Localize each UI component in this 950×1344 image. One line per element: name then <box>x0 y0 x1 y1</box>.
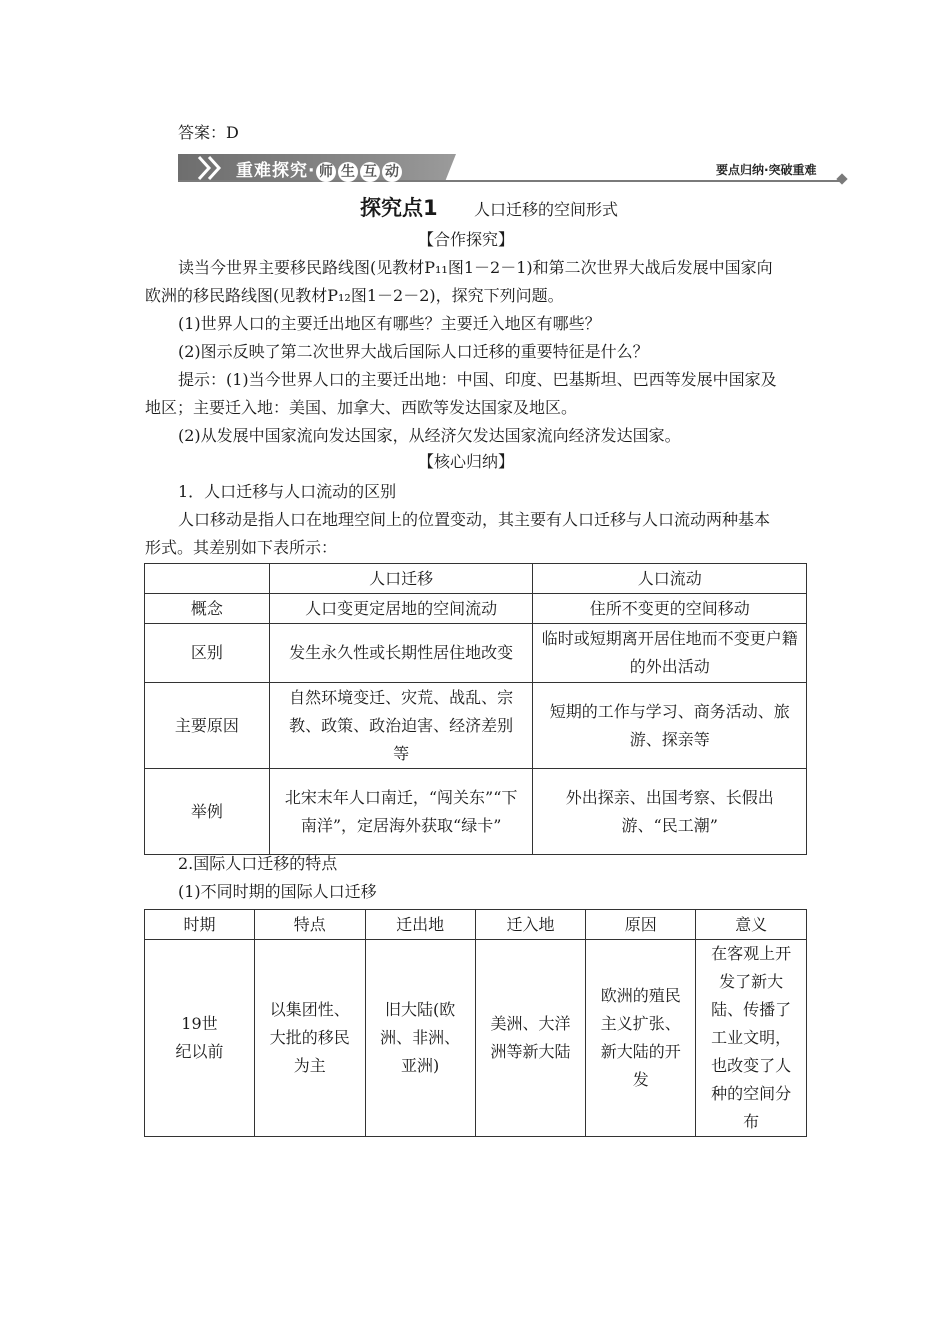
table-header-row <box>145 910 807 940</box>
table-row <box>145 769 807 855</box>
table-header-cell: 迁出地 <box>365 910 475 940</box>
table-header-cell: 原因 <box>586 910 696 940</box>
table-cell: 短期的工作与学习、商务活动、旅游、探亲等 <box>533 683 807 769</box>
answer-text: 答案：D <box>178 123 239 142</box>
question-2: (2)图示反映了第二次世界大战后国际人口迁移的重要特征是什么？ <box>178 342 649 361</box>
banner-char: 师 <box>316 162 336 182</box>
table-cell: 美洲、大洋洲等新大陆 <box>475 940 586 1137</box>
table-cell: 住所不变更的空间移动 <box>533 594 807 624</box>
table-cell: 主要原因 <box>145 683 270 769</box>
table-cell: 临时或短期离开居住地而不变更户籍的外出活动 <box>533 624 807 683</box>
banner-right-tag: 要点归纳·突破重难 <box>716 163 817 177</box>
table-header-cell: 人口迁移 <box>269 564 533 594</box>
table-cell: 以集团性、大批的移民为主 <box>254 940 365 1137</box>
table-cell: 欧洲的殖民主义扩张、新大陆的开发 <box>586 940 696 1137</box>
table-row <box>145 940 807 1137</box>
point-1-title: 1．人口迁移与人口流动的区别 <box>178 482 397 501</box>
intro-line-2: 欧洲的移民路线图(见教材P₁₂图1－2－2)，探究下列问题。 <box>145 286 564 305</box>
point-2-title: 2.国际人口迁移的特点 <box>178 854 338 873</box>
intro-line-1: 读当今世界主要移民路线图(见教材P₁₁图1－2－1)和第二次世界大战后发展中国家向 <box>178 258 773 277</box>
point-2-subtitle: (1)不同时期的国际人口迁移 <box>178 882 377 901</box>
table-header-cell: 迁入地 <box>475 910 586 940</box>
table-header-cell <box>145 564 270 594</box>
table-cell: 19世纪以前 <box>145 940 255 1137</box>
banner-char: 动 <box>382 162 402 182</box>
table-header-cell: 人口流动 <box>533 564 807 594</box>
coop-header: 【合作探究】 <box>418 230 515 249</box>
table-cell: 举例 <box>145 769 270 855</box>
section-title: 人口迁移的空间形式 <box>474 200 619 219</box>
hint-1-line-1: 提示：(1)当今世界人口的主要迁出地：中国、印度、巴基斯坦、巴西等发展中国家及 <box>178 370 777 389</box>
point-1-line-2: 形式。其差别如下表所示： <box>145 538 338 557</box>
migration-vs-flow-table <box>144 563 807 855</box>
table-row <box>145 683 807 769</box>
double-chevron-icon <box>196 155 226 181</box>
table-row <box>145 624 807 683</box>
banner-title-prefix: 重难探究· <box>236 161 316 181</box>
table-cell: 在客观上开发了新大陆、传播了工业文明，也改变了人种的空间分布 <box>696 940 807 1137</box>
table-cell: 外出探亲、出国考察、长假出游、“民工潮” <box>533 769 807 855</box>
banner-char: 生 <box>338 162 358 182</box>
table-header-row <box>145 564 807 594</box>
table-cell: 自然环境变迁、灾荒、战乱、宗教、政策、政治迫害、经济差别等 <box>269 683 533 769</box>
section-badge: 探究点1 <box>360 196 438 220</box>
table-header-cell: 特点 <box>254 910 365 940</box>
point-1-line-1: 人口移动是指人口在地理空间上的位置变动，其主要有人口迁移与人口流动两种基本 <box>178 510 771 529</box>
table-header-cell: 意义 <box>696 910 807 940</box>
table-row <box>145 594 807 624</box>
banner-title <box>236 156 403 182</box>
table-cell: 发生永久性或长期性居住地改变 <box>269 624 533 683</box>
hint-2: (2)从发展中国家流向发达国家，从经济欠发达国家流向经济发达国家。 <box>178 426 681 445</box>
table-cell: 北宋末年人口南迁，“闯关东”“下南洋”，定居海外获取“绿卡” <box>269 769 533 855</box>
table-header-cell: 时期 <box>145 910 255 940</box>
table-cell: 旧大陆(欧洲、非洲、亚洲) <box>365 940 475 1137</box>
table-cell: 区别 <box>145 624 270 683</box>
banner-char: 互 <box>360 162 380 182</box>
table-cell: 人口变更定居地的空间流动 <box>269 594 533 624</box>
international-migration-table <box>144 909 807 1137</box>
table-cell: 概念 <box>145 594 270 624</box>
hint-1-line-2: 地区；主要迁入地：美国、加拿大、西欧等发达国家及地区。 <box>145 398 578 417</box>
question-1: (1)世界人口的主要迁出地区有哪些？主要迁入地区有哪些？ <box>178 314 601 333</box>
core-header: 【核心归纳】 <box>418 452 515 471</box>
diamond-icon <box>836 173 847 184</box>
